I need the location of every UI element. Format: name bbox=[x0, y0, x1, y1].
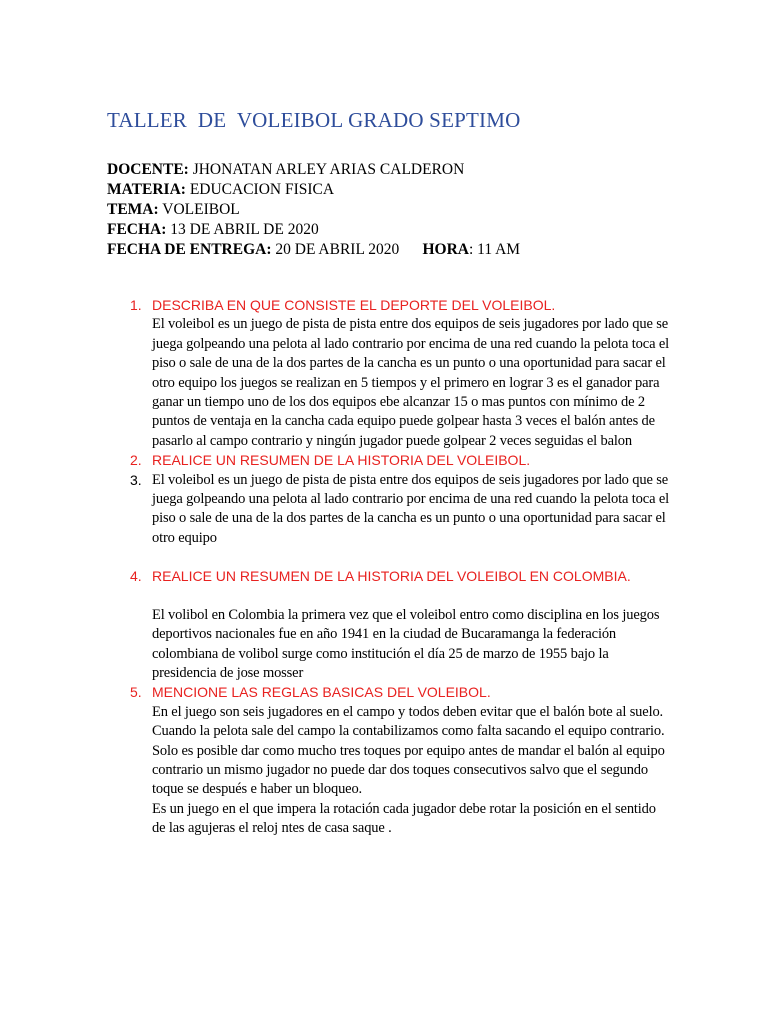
question-text: DESCRIBA EN QUE CONSISTE EL DEPORTE DEL VOLEIBOL. bbox=[152, 297, 556, 313]
answer-line: Solo es posible dar como mucho tres toques por equipo antes de mandar el balón al equipo contrario un mismo jugador no puede dar dos toques consecutivos salvo que el segundo toque se después e haber un bloqueo. bbox=[152, 742, 665, 798]
materia-label: MATERIA: bbox=[107, 181, 186, 198]
question-text: REALICE UN RESUMEN DE LA HISTORIA DEL VOLEIBOL EN COLOMBIA. bbox=[152, 568, 631, 585]
materia-line bbox=[107, 180, 520, 200]
answer-line: Es un juego en el que impera la rotación cada jugador debe rotar la posición en el sentido de las agujeras el reloj ntes de casa saque . bbox=[152, 800, 656, 837]
entrega-value: 20 DE ABRIL 2020 bbox=[271, 241, 423, 258]
spacer bbox=[130, 548, 670, 567]
question-number: 5. bbox=[130, 684, 142, 701]
question-number: 1. bbox=[130, 297, 142, 313]
spacer bbox=[152, 587, 670, 606]
answer-text: El voleibol es un juego de pista de pista entre dos equipos de seis jugadores por lado que se juega golpeando una pelota al lado contrario por encima de una red cuando la pelota toca el piso o sale de una de la dos partes de la cancha es un punto o una oportunidad para sacar el otro equipo bbox=[152, 471, 669, 546]
question-item-3 bbox=[130, 471, 670, 549]
fecha-value: 13 DE ABRIL DE 2020 bbox=[166, 221, 319, 238]
answer-line: Cuando la pelota sale del campo la contabilizamos como falta sacando el equipo contrario. bbox=[152, 723, 665, 740]
tema-label: TEMA: bbox=[107, 201, 159, 218]
question-item-4 bbox=[130, 567, 670, 683]
tema-line bbox=[107, 200, 520, 220]
tema-value: VOLEIBOL bbox=[158, 201, 240, 218]
answer-text: El voleibol es un juego de pista de pista entre dos equipos de seis jugadores por lado que se juega golpeando una pelota al lado contrario por encima de una red cuando la pelota toca el piso o sale de una de la dos partes de la cancha es un punto o una oportunidad para sacar el otro equipo los juegos se realizan en 5 tiempos y el primero en lograr 3 es el ganador para ganar un tiempo uno de los dos equipos ebe alcanzar 15 o mas puntos con mínimo de 2 puntos de ventaja en la cancha cada equipo puede golpear hasta 3 veces el balón antes de pasarlo al campo contrario y ningún jugador puede golpear 2 veces seguidas el balon bbox=[152, 316, 669, 449]
answer-text: El volibol en Colombia la primera vez que el voleibol entro como disciplina en los juegos deportivos nacionales fue en año 1941 en la ciudad de Bucaramanga la federación colombiana de volibol surge como institución el día 25 de marzo de 1955 bajo la presidencia de jose mosser bbox=[152, 606, 660, 681]
docente-value: JHONATAN ARLEY ARIAS CALDERON bbox=[188, 161, 465, 178]
hora-label: HORA bbox=[422, 241, 469, 258]
hora-value: : 11 AM bbox=[468, 241, 521, 258]
question-item-1 bbox=[130, 296, 670, 451]
question-list bbox=[130, 296, 670, 839]
fecha-label: FECHA: bbox=[107, 221, 167, 238]
question-item-5 bbox=[130, 683, 670, 838]
question-text: MENCIONE LAS REGLAS BASICAS DEL VOLEIBOL. bbox=[152, 684, 491, 701]
entrega-label: FECHA DE ENTREGA: bbox=[107, 241, 272, 258]
docente-line bbox=[107, 160, 520, 180]
question-text: REALICE UN RESUMEN DE LA HISTORIA DEL VOLEIBOL. bbox=[152, 452, 531, 469]
materia-value: EDUCACION FISICA bbox=[185, 181, 335, 198]
docente-label: DOCENTE: bbox=[107, 161, 189, 178]
question-number: 3. bbox=[130, 471, 142, 488]
question-number: 4. bbox=[130, 568, 142, 585]
answer-line: En el juego son seis jugadores en el campo y todos deben evitar que el balón bote al suelo. bbox=[152, 703, 664, 720]
fecha-line bbox=[107, 220, 520, 240]
question-item-2 bbox=[130, 451, 670, 470]
entrega-line bbox=[107, 240, 520, 260]
header-info bbox=[107, 160, 520, 260]
document-title: TALLER DE VOLEIBOL GRADO SEPTIMO bbox=[107, 108, 521, 132]
question-number: 2. bbox=[130, 452, 142, 469]
